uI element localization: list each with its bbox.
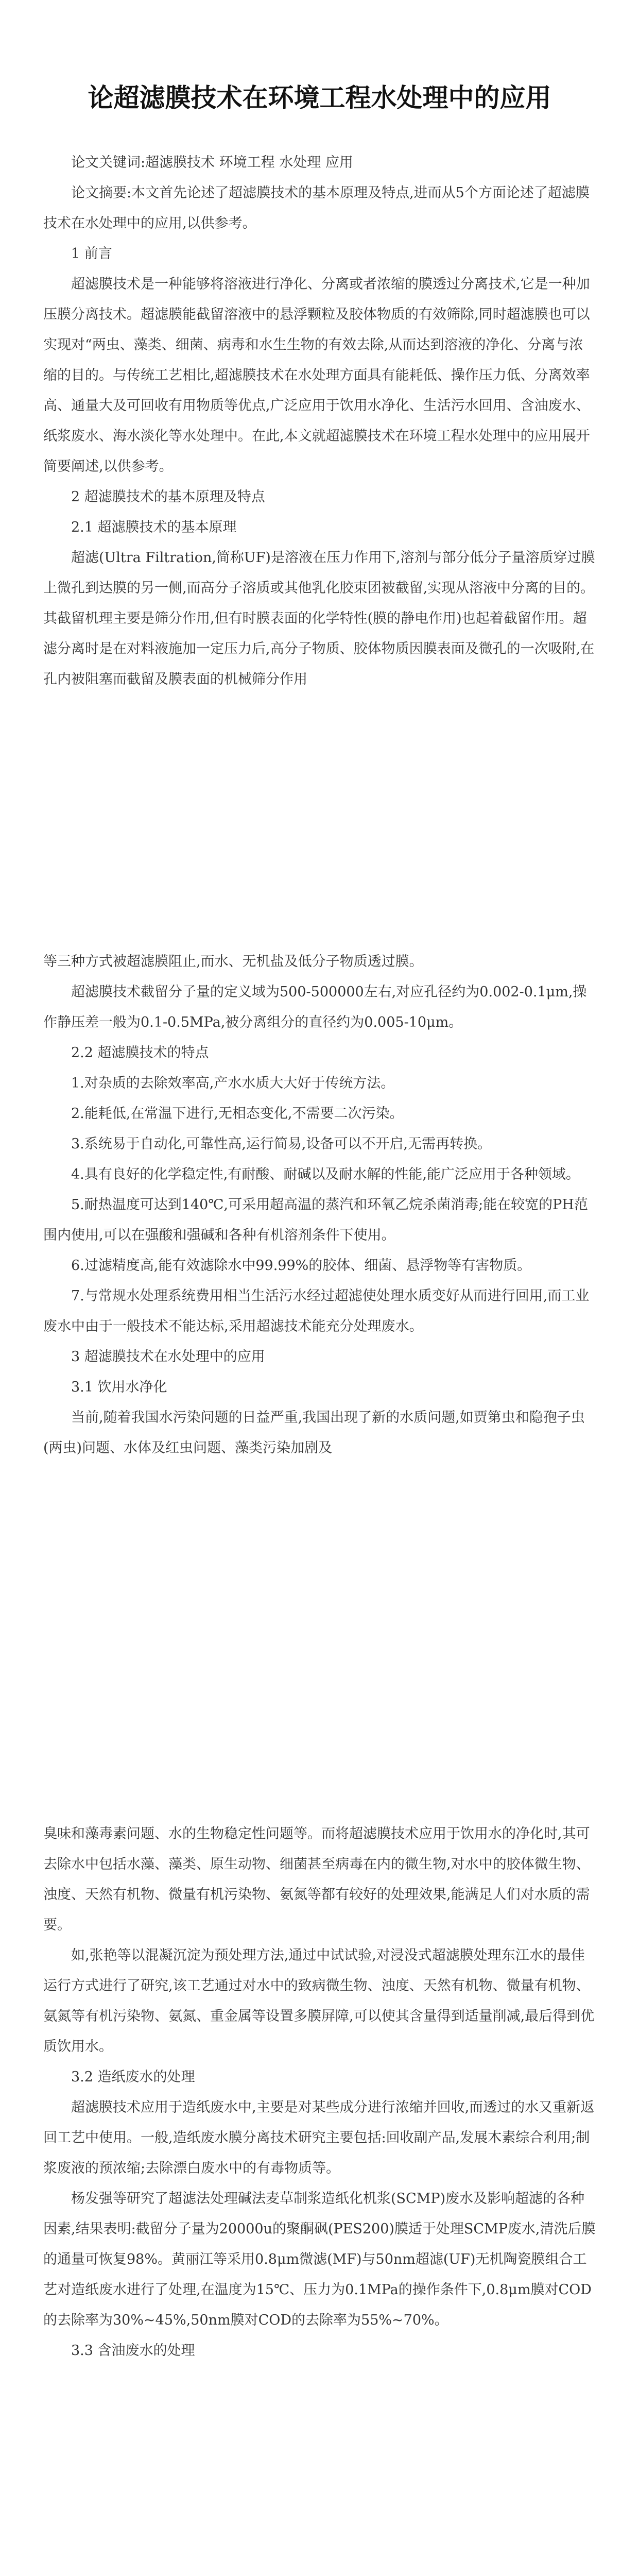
text-block-3 — [43, 1819, 596, 2366]
drinking-water-paragraph: 当前,随着我国水污染问题的日益严重,我国出现了新的水质问题,如贾第虫和隐孢子虫(两虫)问题、水体及红虫问题、藻类污染加剧及 — [43, 1410, 585, 1456]
feature-item: 5.耐热温度可达到140℃,可采用超高温的蒸汽和环氧乙烷杀菌消毒;能在较宽的PH范围内使用,可以在强酸和强碱和各种有机溶剂条件下使用。 — [43, 1197, 588, 1243]
text-block-2 — [43, 946, 596, 1463]
section-2-heading: 2 超滤膜技术的基本原理及特点 — [71, 489, 265, 505]
feature-item: 7.与常规水处理系统费用相当生活污水经过超滤使处理水质变好从而进行回用,而工业废水中由于一般技术不能达标,采用超滤技术能充分处理废水。 — [43, 1288, 590, 1334]
section-2-2-heading: 2.2 超滤膜技术的特点 — [71, 1045, 209, 1061]
keywords-line: 论文关键词:超滤膜技术 环境工程 水处理 应用 — [71, 155, 353, 171]
section-3-heading: 3 超滤膜技术在水处理中的应用 — [71, 1349, 265, 1365]
principle-paragraph-continued: 等三种方式被超滤膜阻止,而水、无机盐及低分子物质透过膜。 — [43, 954, 423, 970]
feature-item: 1.对杂质的去除效率高,产水水质大大好于传统方法。 — [71, 1075, 395, 1091]
cutoff-paragraph: 超滤膜技术截留分子量的定义域为500-500000左右,对应孔径约为0.002-0.1μm,操作静压差一般为0.1-0.5MPa,被分离组分的直径约为0.005-10μm。 — [43, 984, 587, 1030]
paper-wastewater-paragraph-1: 超滤膜技术应用于造纸废水中,主要是对某些成分进行浓缩并回收,而透过的水又重新返回工艺中使用。一般,造纸废水膜分离技术研究主要包括:回收副产品,发展木素综合利用;制浆废液的预浓缩;去除漂白废水中的有毒物质等。 — [43, 2099, 595, 2176]
section-3-2-heading: 3.2 造纸废水的处理 — [71, 2069, 195, 2085]
feature-item: 2.能耗低,在常温下进行,无相态变化,不需要二次污染。 — [71, 1106, 404, 1122]
drinking-water-case-paragraph: 如,张艳等以混凝沉淀为预处理方法,通过中试试验,对浸没式超滤膜处理东江水的最佳运行方式进行了研究,该工艺通过对水中的致病微生物、浊度、天然有机物、微量有机物、氨氮等有机污染物、氨氮、重金属等设置多膜屏障,可以使其含量得到适量削减,最后得到优质饮用水。 — [43, 1947, 595, 2055]
abstract-paragraph: 论文摘要:本文首先论述了超滤膜技术的基本原理及特点,进而从5个方面论述了超滤膜技术在水处理中的应用,以供参考。 — [43, 185, 590, 231]
section-2-1-heading: 2.1 超滤膜技术的基本原理 — [71, 519, 237, 535]
text-block-1 — [43, 147, 596, 694]
paper-wastewater-paragraph-2: 杨发强等研究了超滤法处理碱法麦草制浆造纸化机浆(SCMP)废水及影响超滤的各种因素,结果表明:截留分子量为20000u的聚酮砜(PES200)膜适于处理SCMP废水,清洗后膜的通量可恢复98%。黄丽江等采用0.8μm微滤(MF)与50nm超滤(UF)无机陶瓷膜组合工艺对造纸废水进行了处理,在温度为15℃、压力为0.1MPa的操作条件下,0.8μm膜对COD的去除率为30%~45%,50nm膜对COD的去除率为55%~70%。 — [43, 2191, 596, 2328]
feature-item: 4.具有良好的化学稳定性,有耐酸、耐碱以及耐水解的性能,能广泛应用于各种领域。 — [71, 1166, 580, 1182]
document-title: 论超滤膜技术在环境工程水处理中的应用 — [88, 82, 551, 113]
feature-item: 3.系统易于自动化,可靠性高,运行简易,设备可以不开启,无需再转换。 — [71, 1136, 492, 1152]
section-1-heading: 1 前言 — [71, 246, 112, 262]
principle-paragraph: 超滤(Ultra Filtration,简称UF)是溶液在压力作用下,溶剂与部分低分子量溶质穿过膜上微孔到达膜的另一侧,而高分子溶质或其他乳化胶束团被截留,实现从溶液中分离的目的。其截留机理主要是筛分作用,但有时膜表面的化学特性(膜的静电作用)也起着截留作用。超滤分离时是在对料液施加一定压力后,高分子物质、胶体物质因膜表面及微孔的一次吸附,在孔内被阻塞而截留及膜表面的机械筛分作用 — [43, 550, 595, 687]
feature-item: 6.过滤精度高,能有效滤除水中99.99%的胶体、细菌、悬浮物等有害物质。 — [71, 1258, 531, 1274]
intro-paragraph: 超滤膜技术是一种能够将溶液进行净化、分离或者浓缩的膜透过分离技术,它是一种加压膜分离技术。超滤膜能截留溶液中的悬浮颗粒及胶体物质的有效筛除,同时超滤膜也可以实现对“两虫、藻类、细菌、病毒和水生生物的有效去除,从而达到溶液的净化、分离与浓缩的目的。与传统工艺相比,超滤膜技术在水处理方面具有能耗低、操作压力低、分离效率高、通量大及可回收有用物质等优点,广泛应用于饮用水净化、生活污水回用、含油废水、纸浆废水、海水淡化等水处理中。在此,本文就超滤膜技术在环境工程水处理中的应用展开简要阐述,以供参考。 — [43, 276, 590, 474]
section-3-3-heading: 3.3 含油废水的处理 — [71, 2343, 195, 2359]
drinking-water-paragraph-continued: 臭味和藻毒素问题、水的生物稳定性问题等。而将超滤膜技术应用于饮用水的净化时,其可去除水中包括水藻、藻类、原生动物、细菌甚至病毒在内的微生物,对水中的胶体微生物、浊度、天然有机物、微量有机污染物、氨氮等都有较好的处理效果,能满足人们对水质的需要。 — [43, 1826, 590, 1933]
section-3-1-heading: 3.1 饮用水净化 — [71, 1379, 167, 1395]
